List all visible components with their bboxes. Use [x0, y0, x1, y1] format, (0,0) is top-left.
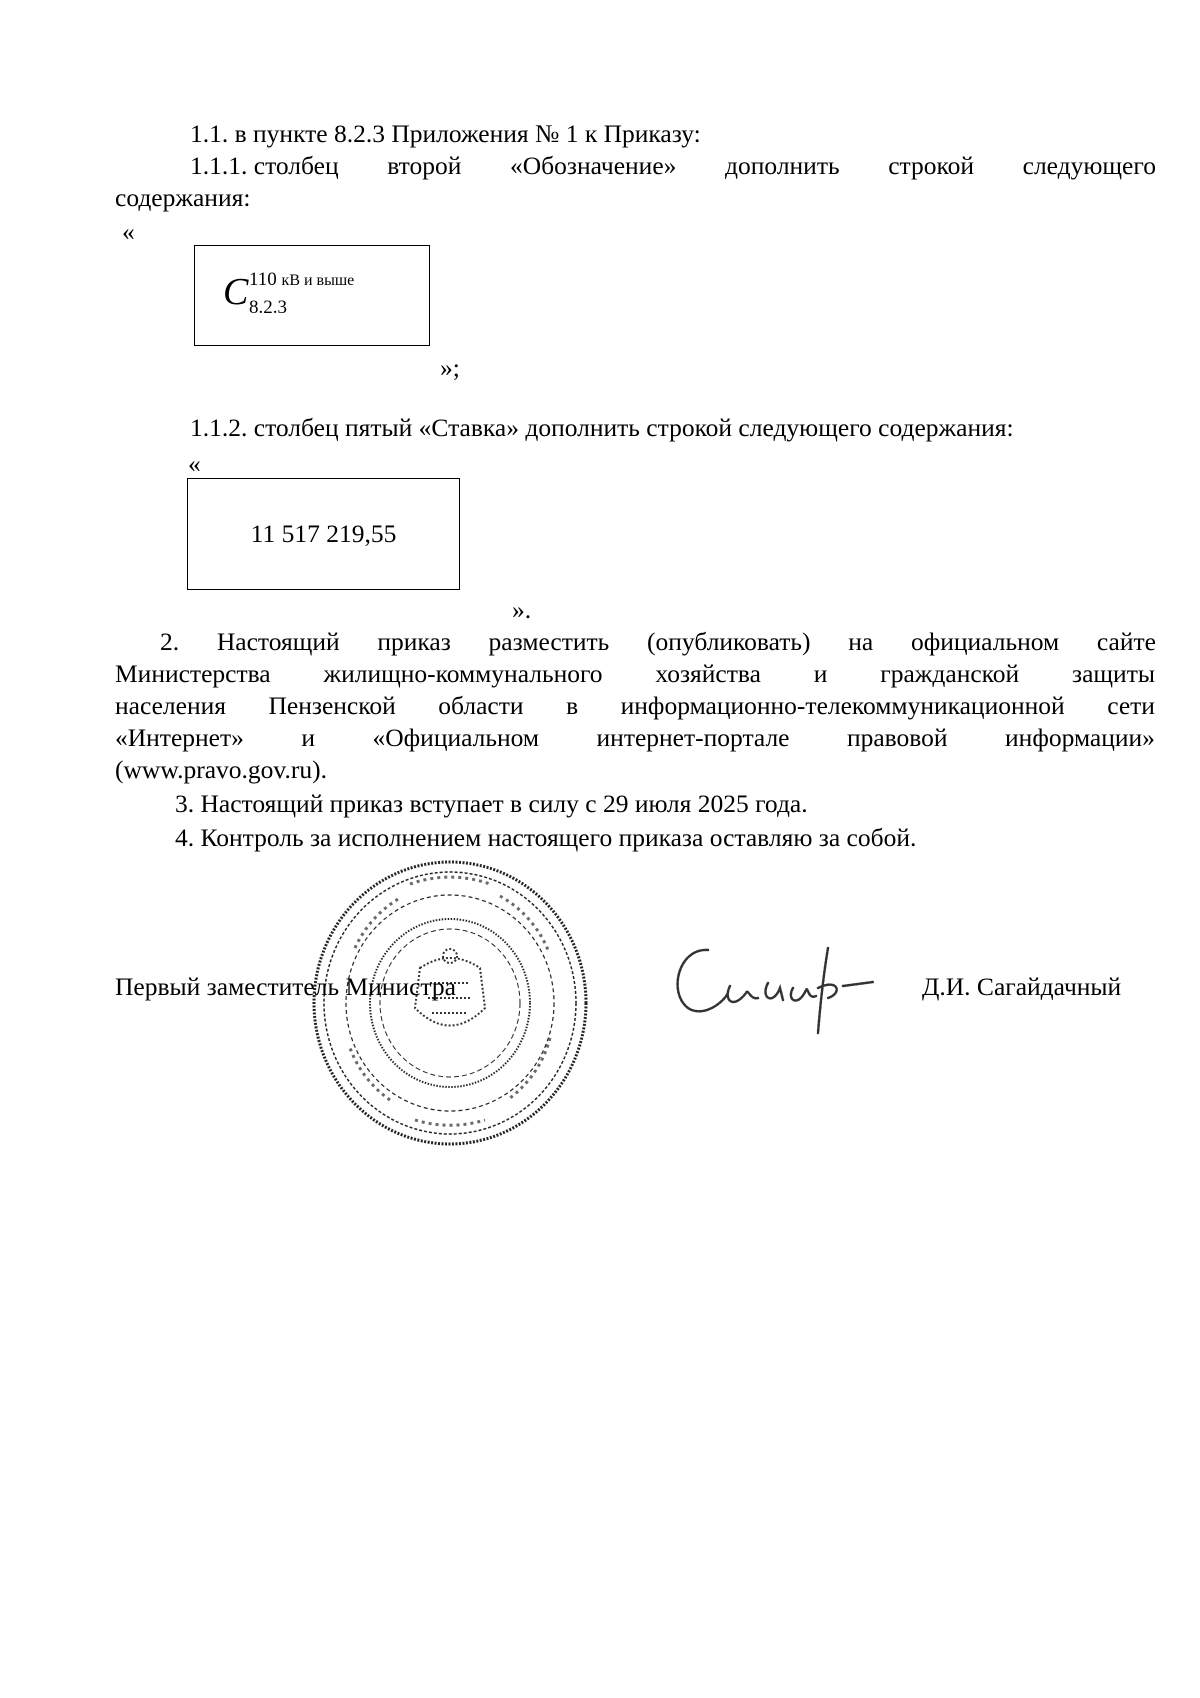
word: «Обозначение» — [509, 151, 677, 180]
item-1-1: 1.1. в пункте 8.2.3 Приложения № 1 к Приказу: — [190, 119, 701, 148]
designation-box — [194, 245, 430, 346]
word: второй — [387, 151, 462, 180]
word: гражданской — [880, 659, 1020, 688]
word: и — [301, 723, 316, 752]
quote-open: « — [188, 449, 201, 478]
word: разместить — [488, 627, 610, 656]
word: Министерства — [115, 659, 271, 688]
quote-open: « — [122, 217, 135, 246]
word: сети — [1107, 691, 1155, 720]
word: приказ — [377, 627, 451, 656]
designation-subscript: 8.2.3 — [249, 297, 287, 318]
item-2-line-4 — [115, 722, 1155, 754]
word: «Интернет» — [115, 723, 244, 752]
official-seal-stamp — [310, 858, 590, 1148]
quote-close: ». — [512, 595, 532, 624]
word: официальном — [910, 627, 1060, 656]
word: информационно-телекоммуникационной — [620, 691, 1065, 720]
rate-value: 11 517 219,55 — [250, 519, 397, 548]
word: дополнить — [725, 151, 840, 180]
word: и — [813, 659, 828, 688]
rate-box — [187, 478, 460, 590]
word: следующего — [1022, 151, 1156, 180]
word: хозяйства — [655, 659, 761, 688]
item-2-line-2 — [115, 658, 1155, 690]
superscript-tail: кВ и выше — [281, 272, 355, 289]
item-1-1-1-tail: содержания: — [115, 183, 251, 212]
handwritten-signature — [668, 938, 898, 1043]
item-4: 4. Контроль за исполнением настоящего приказа оставляю за собой. — [175, 823, 917, 852]
word: 2. — [160, 627, 180, 656]
designation-superscript — [249, 270, 354, 289]
word: сайте — [1096, 627, 1156, 656]
word: области — [438, 691, 524, 720]
word: населения — [115, 691, 226, 720]
position-title: Первый заместитель Министра — [115, 972, 456, 1001]
word: на — [848, 627, 874, 656]
word: (опубликовать) — [647, 627, 811, 656]
designation-letter: C — [223, 271, 249, 313]
word: строкой — [888, 151, 974, 180]
word: Настоящий — [216, 627, 340, 656]
item-1-1-2: 1.1.2. столбец пятый «Ставка» дополнить строкой следующего содержания: — [190, 413, 1014, 442]
quote-close: »; — [440, 353, 460, 382]
word: жилищно-коммунального — [323, 659, 603, 688]
item-2-line-3 — [115, 690, 1155, 722]
word: Пензенской — [268, 691, 396, 720]
item-3: 3. Настоящий приказ вступает в силу с 29 июля 2025 года. — [175, 789, 808, 818]
word: правовой — [846, 723, 948, 752]
item-2-line-1 — [160, 626, 1156, 658]
word: «Официальном — [372, 723, 540, 752]
word: защиты — [1072, 659, 1155, 688]
word: 1.1.1. столбец — [190, 151, 339, 180]
superscript-voltage: 110 — [249, 269, 277, 290]
item-1-1-1-line — [190, 150, 1156, 182]
word: интернет-портале — [596, 723, 790, 752]
signer-name: Д.И. Сагайдачный — [922, 972, 1122, 1001]
word: информации» — [1005, 723, 1155, 752]
word: в — [566, 691, 579, 720]
item-2-last-line: (www.pravo.gov.ru). — [115, 755, 327, 784]
